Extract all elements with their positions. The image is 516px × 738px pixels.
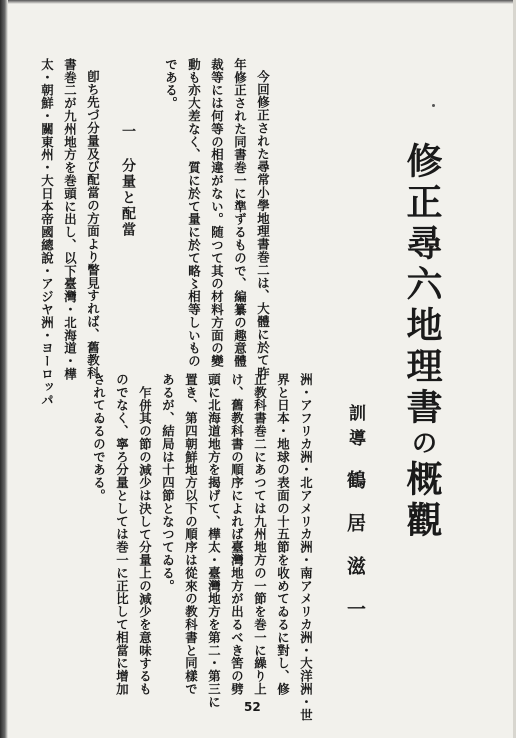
author-name: 鶴居滋一 <box>344 470 366 642</box>
body-column-r6: 置き、第四朝鮮地方以下の順序は從來の教科書と同樣で <box>183 373 199 696</box>
intro-column-1: 今回修正された尋常小學地理書巻二は、大體に於て昨 <box>255 70 271 380</box>
page-number: 52 <box>244 700 261 714</box>
body-column-r4: け、舊教科書の順序によれば臺灣地方が出るべき筈の劈 <box>229 373 245 696</box>
title-particle: の <box>407 429 437 460</box>
body-column-r7: あるが、結局は十四節となつてゐる。 <box>160 373 176 593</box>
section-column-2: 書巻二が九州地方を巻頭に出し、以下臺灣・北海道・樺 <box>62 58 78 381</box>
page-top-edge <box>0 0 516 4</box>
body-column-r3: 正教科書巻二にあつては九州地方の一節を巻一に繰り上 <box>252 373 268 696</box>
body-column-r10: されてゐるのである。 <box>91 373 107 502</box>
intro-column-5: である。 <box>163 58 179 110</box>
article-title <box>401 142 443 542</box>
section-column-1: 卽ち先づ分量及び配當の方面より瞥見すれば、舊教科 <box>85 70 101 380</box>
intro-column-3: 裁等には何等の相違がない。随つて其の材料方面の變 <box>209 58 225 368</box>
body-column-r9: のでなく、寧ろ分量としては巻一に正比して相當に增加 <box>114 373 130 696</box>
intro-column-2: 年修正された同書巻一に準ずるもので、編纂の趣意體 <box>232 58 248 368</box>
author-role: 訓導 <box>345 404 365 454</box>
title-part2: 概觀 <box>401 460 443 542</box>
body-column-r2: 界と日本・地球の表面の十五節を收めてゐるに對し、修 <box>275 373 291 696</box>
section-heading: 一 分量と配當 <box>120 124 136 238</box>
intro-column-4: 動も亦大差なく、質に於て量に於て略〻相等しいもの <box>186 58 202 368</box>
body-column-r8: 乍併其の節の減少は決して分量上の減少を意味するも <box>137 386 153 696</box>
body-column-r5: 頭に北海道地方を揭げて、樺太・臺灣地方を第二・第三に <box>206 373 222 709</box>
section-column-3: 太・朝鮮・關東州・大日本帝國總說・アジヤ洲・ヨーロッパ <box>39 58 55 407</box>
page-binding-shadow <box>0 0 8 738</box>
body-column-r1: 洲・アフリカ洲・北アメリカ洲・南アメリカ洲・大洋洲・世 <box>298 373 314 722</box>
title-ornament-dot <box>432 104 435 107</box>
title-part1: 修正尋六地理書 <box>401 142 443 429</box>
